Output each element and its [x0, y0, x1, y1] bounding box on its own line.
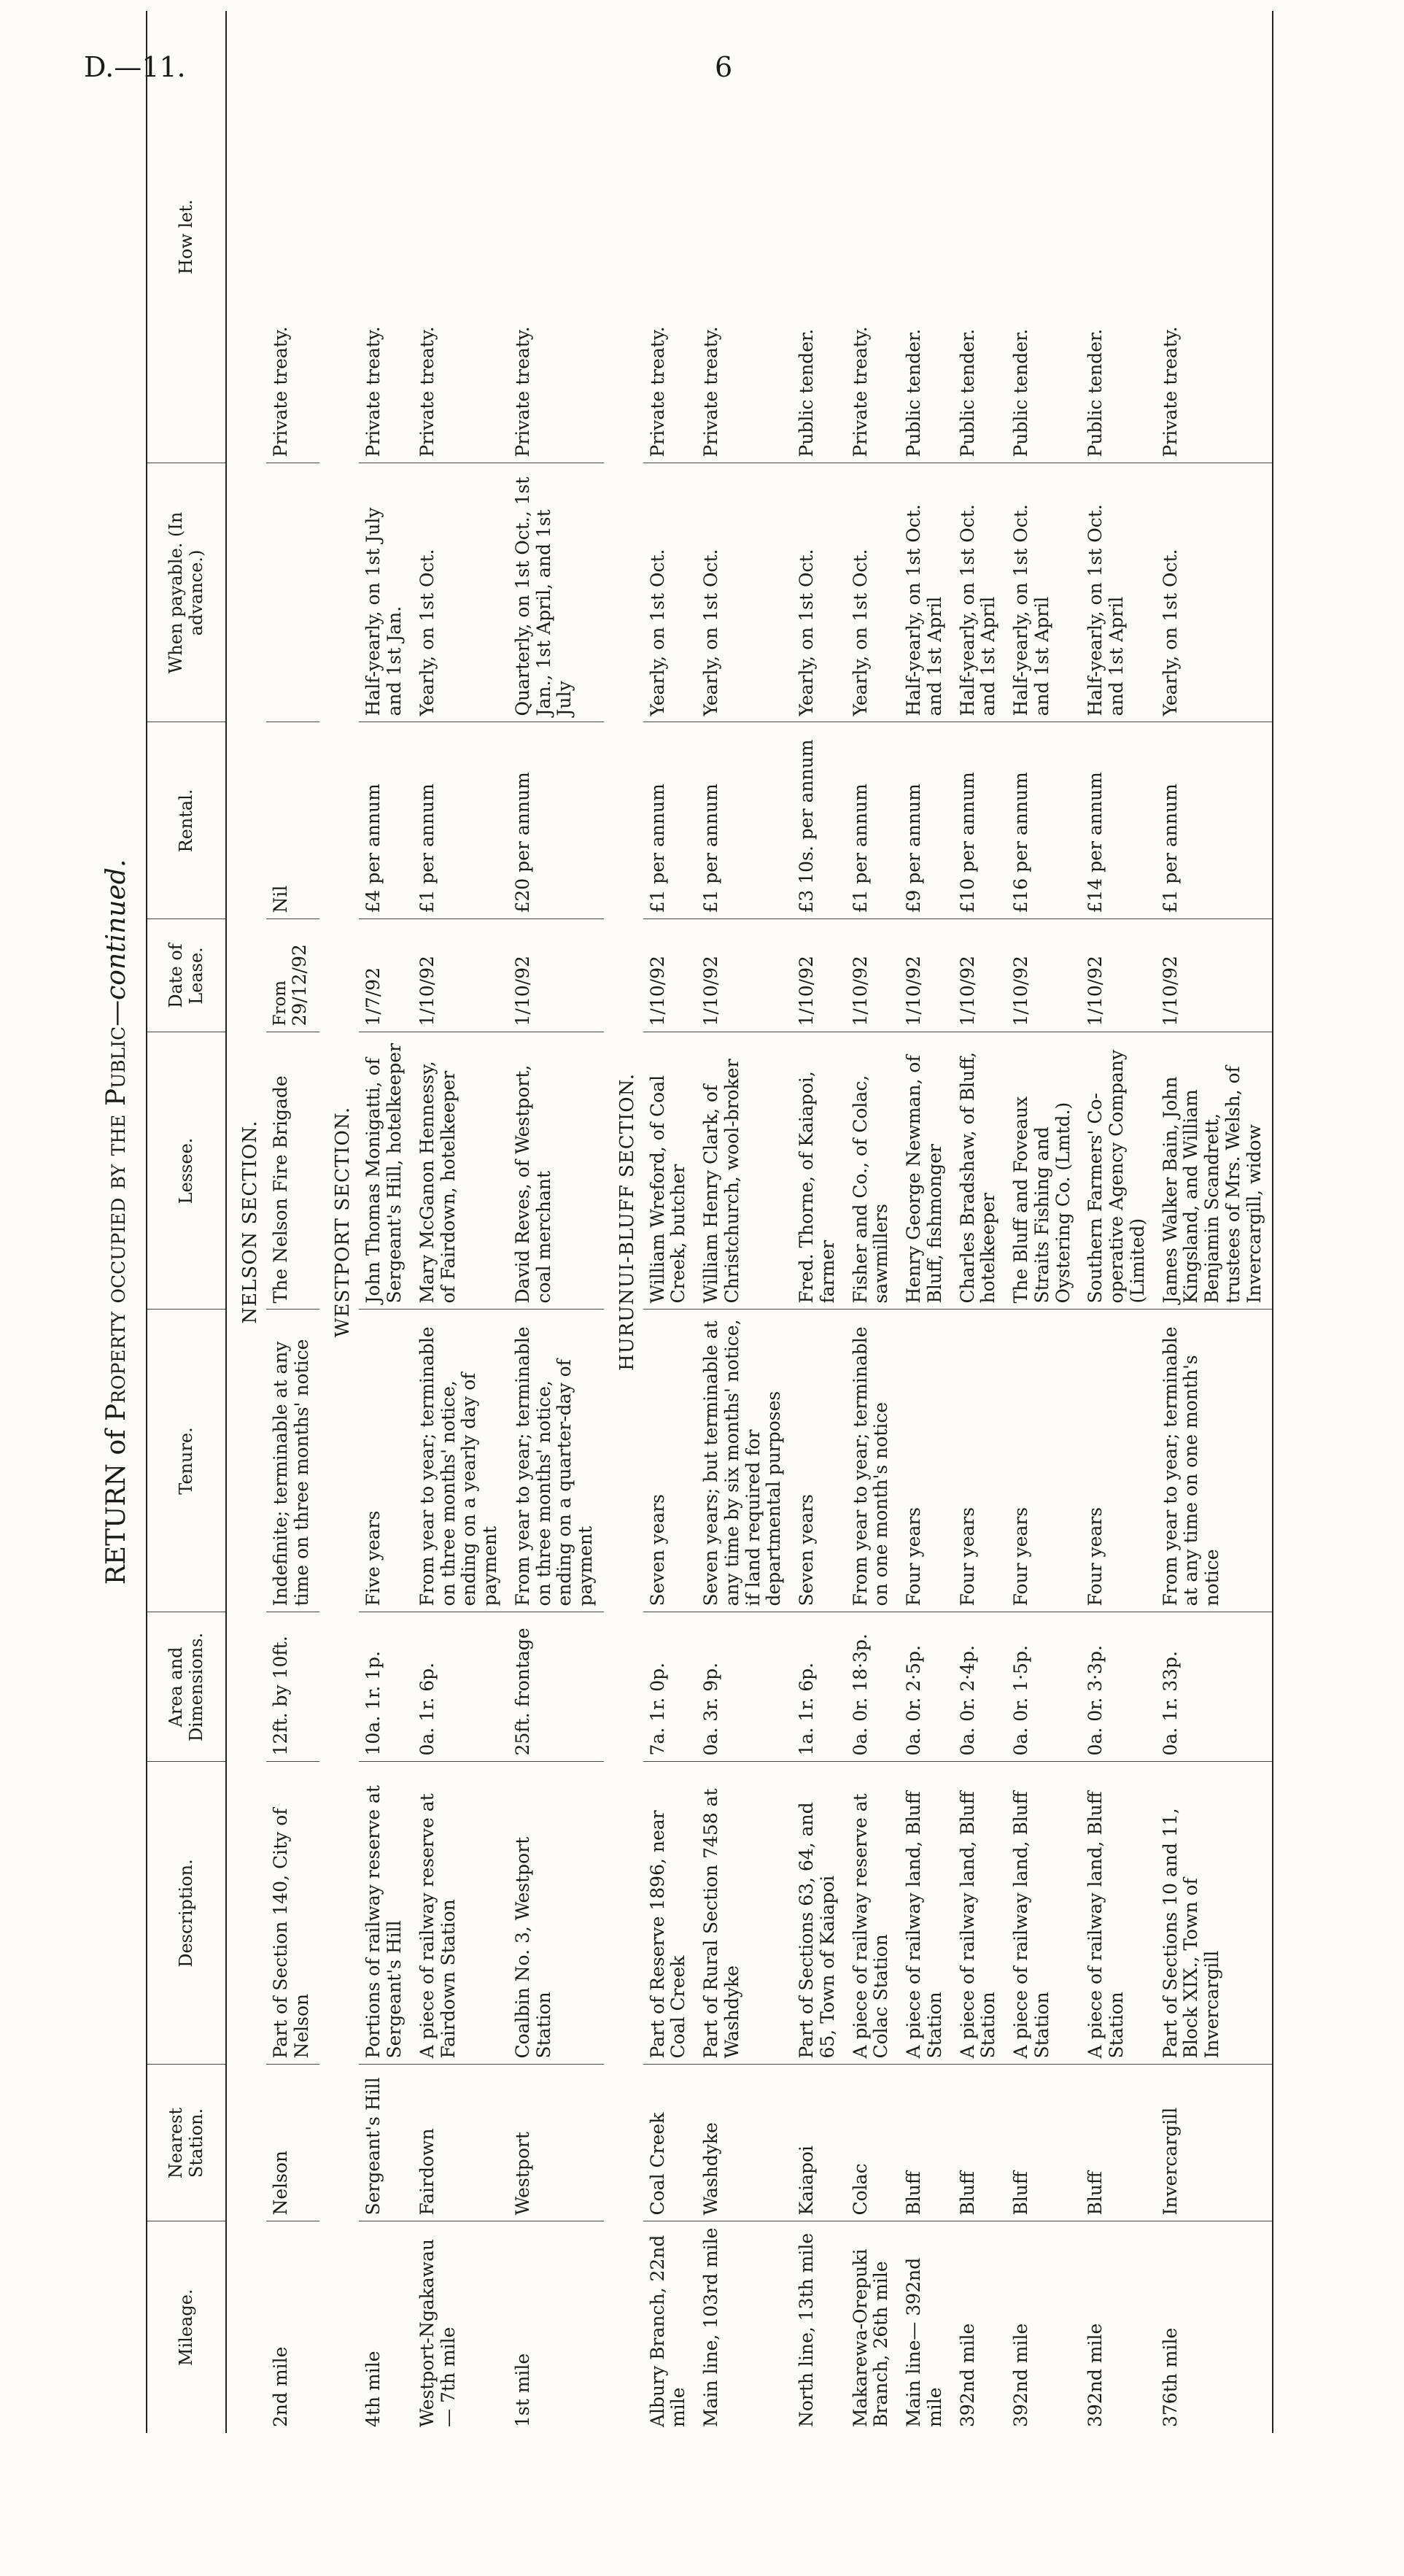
mileage-cell: Westport-Ngakawau— 7th mile: [416, 2238, 459, 2427]
how-let-cell: Private treaty.: [643, 11, 697, 463]
table-row: [508, 11, 604, 2433]
date-value: 1/10/92: [1159, 956, 1181, 1026]
date-value: 1/7/92: [362, 967, 384, 1026]
rental-cell: £1 per annum: [697, 722, 792, 919]
mileage-cell: Main line, 103rd mile: [700, 2227, 722, 2427]
table-row: [266, 11, 320, 2433]
lessee-cell: David Reves, of Westport, coal merchant: [508, 1032, 604, 1310]
col-header: Rental.: [147, 722, 226, 919]
station-cell: Westport: [508, 2065, 604, 2221]
lessee-cell: Henry George Newman, of Bluff, fishmonger: [899, 1032, 953, 1310]
table-row: [899, 11, 953, 2433]
station-cell: Bluff: [1007, 2065, 1081, 2221]
description-cell: A piece of railway land, Bluff Station: [953, 1762, 1007, 2065]
table-row: [1081, 11, 1155, 2433]
payable-cell: Half-yearly, on 1st Oct. and 1st April: [953, 463, 1007, 722]
description-cell: Part of Sections 10 and 11, Block XIX., Town of Invercargill: [1156, 1762, 1273, 2065]
table-row: [643, 11, 697, 2433]
col-header: Lessee.: [147, 1032, 226, 1310]
page-reference: D.—11.: [84, 51, 186, 83]
date-cell: [1007, 919, 1081, 1032]
rental-cell: £16 per annum: [1007, 722, 1081, 919]
tenure-cell: From year to year; terminable on three months' notice, ending on a yearly day of payment: [413, 1310, 508, 1612]
tenure-cell: From year to year; terminable on one month's notice: [846, 1310, 900, 1612]
station-cell: Washdyke: [697, 2065, 792, 2221]
tenure-cell: Seven years; but terminable at any time by six months' notice, if land required for departmental purposes: [697, 1310, 792, 1612]
section-heading-row: [604, 11, 643, 2433]
rental-cell: £1 per annum: [413, 722, 508, 919]
tenure-cell: From year to year; terminable at any time on one month's notice: [1156, 1310, 1273, 1612]
lessee-cell: James Walker Bain, John Kingsland, and William Benjamin Scandrett, trustees of Mrs. Welsh, of Invercargill, widow: [1156, 1032, 1273, 1310]
tenure-cell: Seven years: [643, 1310, 697, 1612]
how-let-cell: Private treaty.: [1156, 11, 1273, 463]
payable-cell: Yearly, on 1st Oct.: [643, 463, 697, 722]
page-title: [95, 11, 139, 2433]
payable-cell: Yearly, on 1st Oct.: [697, 463, 792, 722]
date-value: 1/10/92: [1010, 956, 1032, 1026]
date-value: 1/10/92: [1085, 956, 1106, 1026]
col-header: Mileage.: [147, 2221, 226, 2433]
tenure-cell: Four years: [899, 1310, 953, 1612]
page-number: 6: [715, 51, 733, 83]
tenure-cell: Four years: [1007, 1310, 1081, 1612]
payable-cell: Yearly, on 1st Oct.: [846, 463, 900, 722]
title-prefix: RETURN of: [101, 1421, 131, 1585]
tenure-cell: Five years: [359, 1310, 413, 1612]
mileage-cell: 4th mile: [362, 2351, 384, 2427]
date-cell: [266, 919, 320, 1032]
lessee-cell: The Nelson Fire Brigade: [266, 1032, 320, 1310]
station-cell: Invercargill: [1156, 2065, 1273, 2221]
col-header: How let.: [147, 11, 226, 463]
date-value: 1/10/92: [903, 956, 925, 1026]
rental-cell: £10 per annum: [953, 722, 1007, 919]
station-cell: Bluff: [899, 2065, 953, 2221]
date-cell: [359, 919, 413, 1032]
mileage-cell: 392nd mile: [1085, 2323, 1106, 2427]
rental-cell: £1 per annum: [846, 722, 900, 919]
date-cell: [899, 919, 953, 1032]
lessee-cell: Charles Bradshaw, of Bluff, hotelkeeper: [953, 1032, 1007, 1310]
lessee-cell: William Wreford, of Coal Creek, butcher: [643, 1032, 697, 1310]
description-cell: A piece of railway land, Bluff Station: [899, 1762, 953, 2065]
col-header: Area and Dimensions.: [147, 1612, 226, 1762]
date-value: 1/10/92: [796, 956, 818, 1026]
how-let-cell: Public tender.: [899, 11, 953, 463]
rental-cell: £3 10s. per annum: [792, 722, 846, 919]
rental-cell: £20 per annum: [508, 722, 604, 919]
col-header: Tenure.: [147, 1310, 226, 1612]
lessee-cell: The Bluff and Foveaux Straits Fishing and Oystering Co. (Lmtd.): [1007, 1032, 1081, 1310]
how-let-cell: Private treaty.: [697, 11, 792, 463]
description-cell: Portions of railway reserve at Sergeant's Hill: [359, 1762, 413, 2065]
mileage-cell: 392nd mile: [956, 2323, 978, 2427]
rental-cell: £1 per annum: [1156, 722, 1273, 919]
payable-cell: Yearly, on 1st Oct.: [413, 463, 508, 722]
area-cell: 25ft. frontage: [508, 1612, 604, 1762]
col-header: When payable. (In advance.): [147, 463, 226, 722]
table-row: [846, 11, 900, 2433]
date-value: 1/10/92: [646, 956, 668, 1026]
payable-cell: Half-yearly, on 1st Oct. and 1st April: [1081, 463, 1155, 722]
area-cell: 0a. 1r. 33p.: [1156, 1612, 1273, 1762]
payable-cell: Half-yearly, on 1st Oct. and 1st April: [899, 463, 953, 722]
date-value: 1/10/92: [416, 956, 438, 1026]
lessee-cell: Fisher and Co., of Colac, sawmillers: [846, 1032, 900, 1310]
description-cell: Part of Section 140, City of Nelson: [266, 1762, 320, 2065]
date-cell: [846, 919, 900, 1032]
date-value: 1/10/92: [700, 956, 722, 1026]
date-cell: [643, 919, 697, 1032]
area-cell: 12ft. by 10ft.: [266, 1612, 320, 1762]
table-row: [953, 11, 1007, 2433]
lessee-cell: John Thomas Monigatti, of Sergeant's Hill, hotelkeeper: [359, 1032, 413, 1310]
area-cell: 7a. 1r. 0p.: [643, 1612, 697, 1762]
rental-cell: £4 per annum: [359, 722, 413, 919]
area-cell: 0a. 1r. 6p.: [413, 1612, 508, 1762]
payable-cell: [266, 463, 320, 722]
table-body: [226, 11, 1273, 2433]
description-cell: A piece of railway land, Bluff Station: [1081, 1762, 1155, 2065]
payable-cell: Half-yearly, on 1st July and 1st Jan.: [359, 463, 413, 722]
section-heading: WESTPORT SECTION.: [332, 1106, 354, 1338]
title-suffix: —continued.: [101, 859, 131, 1026]
section-heading-row: [226, 11, 266, 2433]
rental-cell: Nil: [266, 722, 320, 919]
col-header: Description.: [147, 1762, 226, 2065]
lessee-cell: William Henry Clark, of Christchurch, wool-broker: [697, 1032, 792, 1310]
description-cell: Part of Reserve 1896, near Coal Creek: [643, 1762, 697, 2065]
description-cell: A piece of railway land, Bluff Station: [1007, 1762, 1081, 2065]
tenure-cell: From year to year; terminable on three months' notice, ending on a quarter-day of payment: [508, 1310, 604, 1612]
date-value: 29/12/92: [289, 944, 311, 1026]
payable-cell: Yearly, on 1st Oct.: [1156, 463, 1273, 722]
mileage-cell: North line, 13th mile: [796, 2232, 818, 2427]
how-let-cell: Private treaty.: [359, 11, 413, 463]
rental-cell: £9 per annum: [899, 722, 953, 919]
table-row: [413, 11, 508, 2433]
description-cell: A piece of railway reserve at Fairdown Station: [413, 1762, 508, 2065]
payable-cell: Quarterly, on 1st Oct., 1st Jan., 1st April, and 1st July: [508, 463, 604, 722]
date-value: 1/10/92: [956, 956, 978, 1026]
station-cell: Fairdown: [413, 2065, 508, 2221]
date-cell: [792, 919, 846, 1032]
rental-cell: £14 per annum: [1081, 722, 1155, 919]
description-cell: Part of Rural Section 7458 at Washdyke: [697, 1762, 792, 2065]
section-heading: HURUNUI-BLUFF SECTION.: [616, 1073, 638, 1371]
date-value: 1/10/92: [849, 956, 871, 1026]
col-header: Date of Lease.: [147, 919, 226, 1032]
area-cell: 0a. 0r. 2·4p.: [953, 1612, 1007, 1762]
table-row: [1156, 11, 1273, 2433]
area-cell: 10a. 1r. 1p.: [359, 1612, 413, 1762]
section-heading-row: [319, 11, 359, 2433]
how-let-cell: Public tender.: [1081, 11, 1155, 463]
tenure-cell: Seven years: [792, 1310, 846, 1612]
how-let-cell: Private treaty.: [846, 11, 900, 463]
title-smallcaps: Property occupied by the Public: [101, 1026, 131, 1422]
mileage-cell: Makarewa-Orepuki Branch, 26th mile: [849, 2248, 892, 2427]
area-cell: 0a. 0r. 18·3p.: [846, 1612, 900, 1762]
section-heading: NELSON SECTION.: [239, 1120, 261, 1324]
property-table: [146, 11, 1273, 2433]
description-cell: Part of Sections 63, 64, and 65, Town of Kaiapoi: [792, 1762, 846, 2065]
rotated-table-area: [95, 11, 1378, 2433]
station-cell: Nelson: [266, 2065, 320, 2221]
area-cell: 0a. 0r. 1·5p.: [1007, 1612, 1081, 1762]
station-cell: Bluff: [953, 2065, 1007, 2221]
description-cell: Coalbin No. 3, Westport Station: [508, 1762, 604, 2065]
date-cell: [1156, 919, 1273, 1032]
station-cell: Kaiapoi: [792, 2065, 846, 2221]
lessee-cell: Southern Farmers' Co-operative Agency Company (Limited): [1081, 1032, 1155, 1310]
rental-cell: £1 per annum: [643, 722, 697, 919]
table-row: [359, 11, 413, 2433]
mileage-cell: 376th mile: [1156, 2221, 1273, 2433]
tenure-cell: Four years: [1081, 1310, 1155, 1612]
lessee-cell: Fred. Thorne, of Kaiapoi, farmer: [792, 1032, 846, 1310]
how-let-cell: Public tender.: [953, 11, 1007, 463]
mileage-cell: 392nd mile: [1010, 2323, 1032, 2427]
area-cell: 0a. 0r. 3·3p.: [1081, 1612, 1155, 1762]
date-cell: [697, 919, 792, 1032]
table-row: [792, 11, 846, 2433]
area-cell: 0a. 0r. 2·5p.: [899, 1612, 953, 1762]
tenure-cell: Indefinite; terminable at any time on three months' notice: [266, 1310, 320, 1612]
table-row: [1007, 11, 1081, 2433]
area-cell: 1a. 1r. 6p.: [792, 1612, 846, 1762]
how-let-cell: Private treaty.: [266, 11, 320, 463]
table-row: [697, 11, 792, 2433]
how-let-cell: Public tender.: [1007, 11, 1081, 463]
date-value: 1/10/92: [511, 956, 533, 1026]
payable-cell: Yearly, on 1st Oct.: [792, 463, 846, 722]
date-cell: [413, 919, 508, 1032]
station-cell: Bluff: [1081, 2065, 1155, 2221]
station-cell: Colac: [846, 2065, 900, 2221]
station-cell: Coal Creek: [643, 2065, 697, 2221]
area-cell: 0a. 3r. 9p.: [697, 1612, 792, 1762]
header-row: [147, 11, 226, 2433]
mileage-cell: 2nd mile: [269, 2346, 291, 2427]
date-cell: [1081, 919, 1155, 1032]
date-cell: [508, 919, 604, 1032]
station-cell: Sergeant's Hill: [359, 2065, 413, 2221]
how-let-cell: Public tender.: [792, 11, 846, 463]
how-let-cell: Private treaty.: [508, 11, 604, 463]
mileage-cell: Albury Branch, 22nd mile: [646, 2235, 689, 2427]
mileage-cell: 1st mile: [511, 2353, 533, 2427]
mileage-cell: Main line— 392nd mile: [903, 2257, 945, 2427]
date-cell: [953, 919, 1007, 1032]
description-cell: A piece of railway reserve at Colac Station: [846, 1762, 900, 2065]
tenure-cell: Four years: [953, 1310, 1007, 1612]
lessee-cell: Mary McGanon Hennessy, of Fairdown, hotelkeeper: [413, 1032, 508, 1310]
col-header: Nearest Station.: [147, 2065, 226, 2221]
date-prefix: From: [270, 980, 290, 1026]
how-let-cell: Private treaty.: [413, 11, 508, 463]
payable-cell: Half-yearly, on 1st Oct. and 1st April: [1007, 463, 1081, 722]
